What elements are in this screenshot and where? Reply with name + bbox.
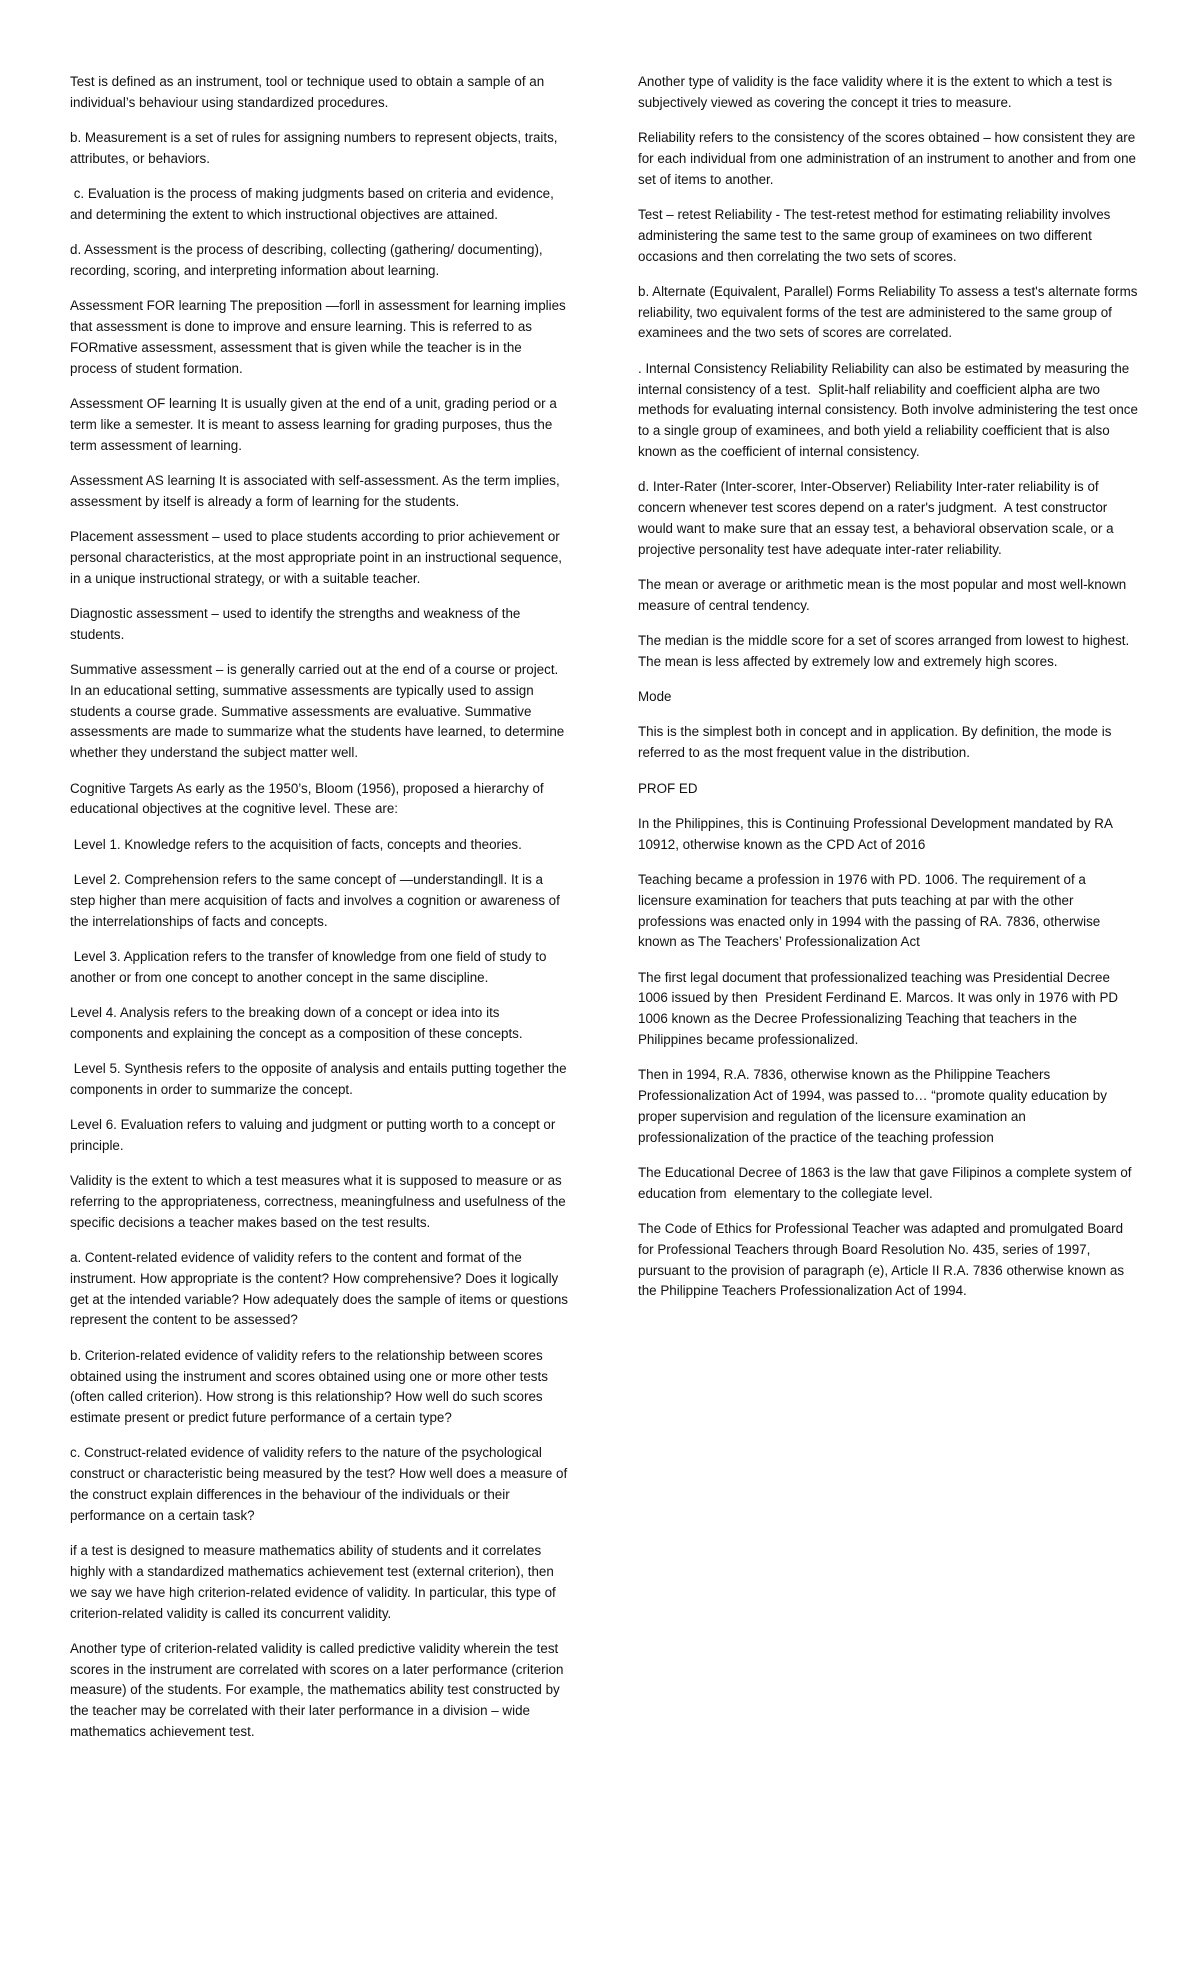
paragraph-teaching-profession: Teaching became a profession in 1976 with PD. 1006. The requirement of a licensure examination for teachers that puts teaching at par with the other professions was enacted only in 1994 with the passing of RA. 7836, otherwise known as The Teachers’ Professionalization Act [638,871,1104,950]
left-column [70,72,570,1757]
paragraph-cognitive-targets: Cognitive Targets As early as the 1950’s, Bloom (1956), proposed a hierarchy of educational objectives at the cognitive level. These are: [70,780,548,817]
paragraph-measurement: b. Measurement is a set of rules for assigning numbers to represent objects, traits, attributes, or behaviors. [70,130,562,166]
paragraph-validity: Validity is the extent to which a test measures what it is supposed to measure or as referring to the appropriateness, correctness, meaningfulness and usefulness of the specific decisions a teacher makes based on the test results. [70,1173,570,1230]
paragraph-evaluation: c. Evaluation is the process of making judgments based on criteria and evidence, and determining the extent to which instructional objectives are attained. [70,186,558,222]
paragraph-assessment-for-learning: Assessment FOR learning The preposition ―for‖ in assessment for learning implies that assessment is done to improve and ensure learning. This is referred to as FORmative assessment, assessment that is given while the teacher is in the process of student formation. [70,298,570,376]
paragraph-alternate-forms-reliability: b. Alternate (Equivalent, Parallel) Forms Reliability To assess a test's alternate forms reliability, two equivalent forms of the test are administered to the same group of examinees and the two sets of scores are correlated. [638,283,1142,341]
right-column [638,72,1142,1317]
paragraph-level-4-analysis: Level 4. Analysis refers to the breaking down of a concept or idea into its components and explaining the concept as a composition of these concepts. [70,1004,523,1041]
paragraph-test-definition: Test is defined as an instrument, tool or technique used to obtain a sample of an individual’s behaviour using standardized procedures. [70,74,548,110]
paragraph-educational-decree-1863: The Educational Decree of 1863 is the law that gave Filipinos a complete system of education from elementary to the collegiate level. [638,1164,1136,1201]
paragraph-diagnostic-assessment: Diagnostic assessment – used to identify the strengths and weakness of the students. [70,605,525,642]
paragraph-reliability: Reliability refers to the consistency of the scores obtained – how consistent they are for each individual from one administration of an instrument to another and from one set of items to another. [638,130,1140,187]
paragraph-placement-assessment: Placement assessment – used to place students according to prior achievement or personal characteristics, at the most appropriate point in an instructional sequence, in a unique instructional strategy, or with a suitable teacher. [70,529,566,586]
paragraph-assessment-as-learning: Assessment AS learning It is associated with self-assessment. As the term implies, assessment by itself is already a form of learning for the students. [70,472,564,509]
paragraph-code-of-ethics: The Code of Ethics for Professional Teacher was adapted and promulgated Board for Professional Teachers through Board Resolution No. 435, series of 1997, pursuant to the provision of paragraph (e), Article II R.A. 7836 otherwise known as the Philippine Teachers Professionalization Act of 1994. [638,1221,1128,1299]
paragraph-assessment-of-learning: Assessment OF learning It is usually given at the end of a unit, grading period or a term like a semester. It is meant to assess learning for grading purposes, thus the term assessment of learning. [70,396,561,453]
paragraph-level-3-application: Level 3. Application refers to the transfer of knowledge from one field of study to another or from one concept to another concept in the same discipline. [70,948,551,985]
paragraph-mean: The mean or average or arithmetic mean is the most popular and most well-known measure of central tendency. [638,576,1130,613]
paragraph-cpd-act: In the Philippines, this is Continuing Professional Development mandated by RA 10912, otherwise known as the CPD Act of 2016 [638,815,1116,852]
paragraph-assessment: d. Assessment is the process of describing, collecting (gathering/ documenting), recording, scoring, and interpreting information about learning. [70,242,547,279]
paragraph-content-validity: a. Content-related evidence of validity refers to the content and format of the instrument. How appropriate is the content? How comprehensive? Does it logically get at the intended variable? How adequately does the sample of items or questions represent the content to be assessed? [70,1250,572,1328]
paragraph-pd-1006: The first legal document that professionalized teaching was Presidential Decree 1006 issued by then President Ferdinand E. Marcos. It was only in 1976 with PD 1006 known as the Decree Professionalizing Teaching that teachers in the Philippines became professionalized. [638,969,1122,1047]
paragraph-internal-consistency: . Internal Consistency Reliability Reliability can also be estimated by measuring the internal consistency of a test. Split-half reliability and coefficient alpha are two methods for evaluating internal consistency. Both involve administering the test once to a single group of examinees, and both yield a reliability coefficient that is also known as the coefficient of internal consistency. [638,360,1142,459]
paragraph-concurrent-validity: if a test is designed to measure mathematics ability of students and it correlates highly with a standardized mathematics achievement test (external criterion), then we say we have high criterion-related evidence of validity. In particular, this type of criterion-related validity is called its concurrent validity. [70,1543,560,1621]
paragraph-predictive-validity: Another type of criterion-related validity is called predictive validity wherein the test scores in the instrument are correlated with scores on a later performance (criterion measure) of the students. For example, the mathematics ability test constructed by the teacher may be correlated with their later performance in a division – wide mathematics achievement test. [70,1640,568,1739]
paragraph-face-validity: Another type of validity is the face validity where it is the extent to which a test is subjectively viewed as covering the concept it tries to measure. [638,74,1116,110]
paragraph-level-2-comprehension: Level 2. Comprehension refers to the same concept of ―understanding‖. It is a step higher than mere acquisition of facts and involves a cognition or awareness of the interrelationships of facts and concepts. [70,871,564,929]
paragraph-test-retest-reliability: Test – retest Reliability - The test-retest method for estimating reliability involves administering the same test to the same group of examinees on two different occasions and then correlating the two sets of scores. [638,206,1115,264]
heading-prof-ed: PROF ED [638,780,698,796]
paragraph-median: The median is the middle score for a set of scores arranged from lowest to highest. The mean is less affected by extremely low and extremely high scores. [638,633,1133,669]
paragraph-construct-validity: c. Construct-related evidence of validity refers to the nature of the psychological construct or characteristic being measured by the test? How well does a measure of the construct explain differences in the behaviour of the individuals or their performance on a certain task? [70,1445,571,1523]
paragraph-mode: This is the simplest both in concept and in application. By definition, the mode is referred to as the most frequent value in the distribution. [638,724,1116,761]
heading-mode: Mode [638,689,672,705]
paragraph-summative-assessment: Summative assessment – is generally carried out at the end of a course or project. In an educational setting, summative assessments are typically used to assign students a course grade. Summative assessments are evaluative. Summative assessments are made to summarize what the students have learned, to determine whether they understand the subject matter well. [70,662,568,761]
paragraph-level-6-evaluation: Level 6. Evaluation refers to valuing and judgment or putting worth to a concept or principle. [70,1117,560,1153]
paragraph-ra-7836: Then in 1994, R.A. 7836, otherwise known as the Philippine Teachers Professionalization Act of 1994, was passed to… “promote quality education by proper supervision and regulation of the licensure examination an professionalization of the practice of the teaching profession [638,1067,1111,1145]
paragraph-inter-rater-reliability: d. Inter-Rater (Inter-scorer, Inter-Observer) Reliability Inter-rater reliability is of concern whenever test scores depend on a rater's judgment. A test constructor would want to make sure that an essay test, a behavioral observation scale, or a projective personality test have adequate inter-rater reliability. [638,479,1118,557]
paragraph-level-5-synthesis: Level 5. Synthesis refers to the opposite of analysis and entails putting together the components in order to summarize the concept. [70,1060,571,1097]
paragraph-level-1-knowledge: Level 1. Knowledge refers to the acquisition of facts, concepts and theories. [70,836,522,852]
paragraph-criterion-validity: b. Criterion-related evidence of validity refers to the relationship between scores obtained using the instrument and scores obtained using one or more other tests (often called criterion). How strong is this relationship? How well do such scores estimate present or predict future performance of a certain type? [70,1347,552,1426]
